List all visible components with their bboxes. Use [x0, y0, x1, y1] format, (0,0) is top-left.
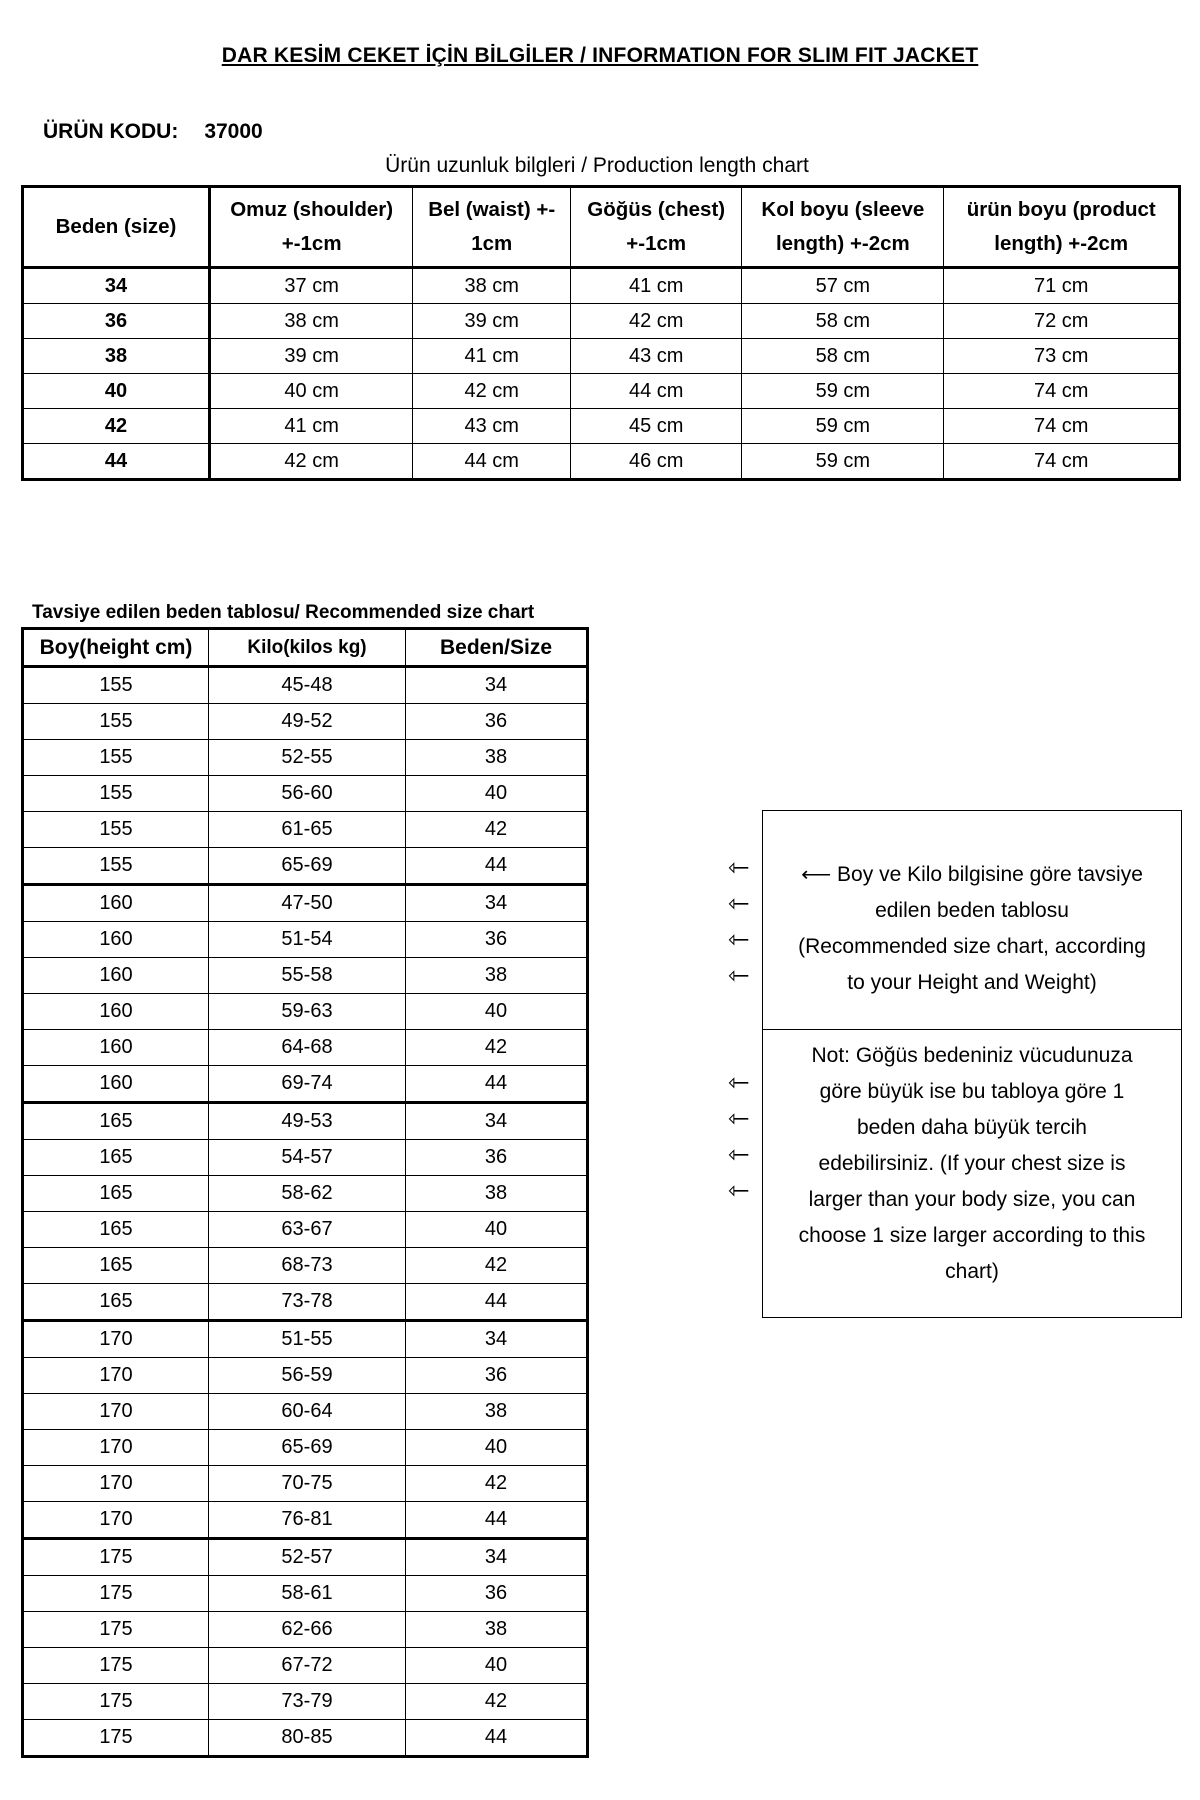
measurement-cell: 45 cm	[571, 409, 742, 444]
length-header-line: +-1cm	[626, 232, 687, 255]
table-row	[23, 958, 588, 994]
note-line: beden daha büyük tercih	[856, 1116, 1087, 1139]
weight-cell: 70-75	[209, 1466, 406, 1502]
size-cell: 34	[406, 885, 588, 922]
length-header-line: 1cm	[471, 232, 513, 255]
length-header-cell	[413, 187, 571, 268]
table-row	[23, 409, 1180, 444]
size-cell: 40	[406, 1212, 588, 1248]
weight-cell: 54-57	[209, 1140, 406, 1176]
height-cell: 175	[23, 1576, 209, 1612]
note-recommendation	[763, 811, 1181, 1030]
size-cell: 40	[406, 1648, 588, 1684]
arrow-group-top	[728, 849, 750, 993]
table-row	[23, 1066, 588, 1103]
left-arrow-icon: ⇽	[728, 852, 750, 882]
left-arrow-icon: ⇽	[728, 1139, 750, 1169]
size-cell: 44	[406, 1284, 588, 1321]
table-row	[23, 1030, 588, 1066]
weight-cell: 61-65	[209, 812, 406, 848]
size-cell: 36	[406, 1140, 588, 1176]
table-row	[23, 1358, 588, 1394]
height-cell: 170	[23, 1394, 209, 1430]
measurement-cell: 39 cm	[413, 304, 571, 339]
weight-cell: 51-55	[209, 1321, 406, 1358]
table-row	[23, 1248, 588, 1284]
table-row	[23, 1539, 588, 1576]
table-row	[23, 339, 1180, 374]
height-cell: 155	[23, 776, 209, 812]
height-cell: 165	[23, 1103, 209, 1140]
size-cell: 36	[406, 1358, 588, 1394]
weight-cell: 63-67	[209, 1212, 406, 1248]
note-line: chart)	[945, 1260, 999, 1283]
size-cell: 34	[23, 268, 210, 304]
table-row	[23, 1176, 588, 1212]
table-row	[23, 1103, 588, 1140]
size-cell: 34	[406, 1321, 588, 1358]
length-header-line: length) +-2cm	[775, 232, 910, 255]
size-cell: 44	[406, 1066, 588, 1103]
size-cell: 42	[406, 1030, 588, 1066]
size-cell: 40	[23, 374, 210, 409]
length-header-cell	[23, 187, 210, 268]
table-row	[23, 268, 1180, 304]
height-cell: 160	[23, 885, 209, 922]
measurement-cell: 40 cm	[210, 374, 413, 409]
measurement-cell: 59 cm	[742, 444, 944, 480]
measurement-cell: 44 cm	[413, 444, 571, 480]
measurement-cell: 38 cm	[413, 268, 571, 304]
table-row	[23, 1648, 588, 1684]
measurement-cell: 44 cm	[571, 374, 742, 409]
height-cell: 165	[23, 1176, 209, 1212]
length-chart-caption: Ürün uzunluk bilgleri / Production length chart	[385, 154, 809, 177]
size-cell: 38	[23, 339, 210, 374]
table-row	[23, 1684, 588, 1720]
length-header-line: ürün boyu (product	[966, 198, 1156, 221]
note-box	[762, 810, 1182, 1318]
weight-cell: 67-72	[209, 1648, 406, 1684]
measurement-cell: 43 cm	[413, 409, 571, 444]
weight-cell: 47-50	[209, 885, 406, 922]
weight-cell: 73-78	[209, 1284, 406, 1321]
height-cell: 165	[23, 1284, 209, 1321]
measurement-cell: 74 cm	[944, 374, 1180, 409]
table-row	[23, 740, 588, 776]
page-title: DAR KESİM CEKET İÇİN BİLGİLER / INFORMATION FOR SLIM FIT JACKET	[221, 44, 979, 67]
height-cell: 175	[23, 1648, 209, 1684]
height-cell: 170	[23, 1502, 209, 1539]
table-row	[23, 1430, 588, 1466]
measurement-cell: 59 cm	[742, 409, 944, 444]
weight-cell: 58-61	[209, 1576, 406, 1612]
size-cell: 34	[406, 1103, 588, 1140]
measurement-cell: 42 cm	[413, 374, 571, 409]
weight-cell: 65-69	[209, 1430, 406, 1466]
weight-cell: 56-60	[209, 776, 406, 812]
weight-cell: 64-68	[209, 1030, 406, 1066]
length-header-line: Kol boyu (sleeve	[761, 198, 925, 221]
measurement-cell: 42 cm	[571, 304, 742, 339]
size-cell: 42	[406, 1248, 588, 1284]
length-header-cell	[210, 187, 413, 268]
size-cell: 38	[406, 1176, 588, 1212]
measurement-cell: 58 cm	[742, 339, 944, 374]
table-row	[23, 374, 1180, 409]
table-row	[23, 994, 588, 1030]
height-cell: 160	[23, 922, 209, 958]
weight-cell: 49-53	[209, 1103, 406, 1140]
size-cell: 34	[406, 667, 588, 704]
weight-cell: 76-81	[209, 1502, 406, 1539]
weight-cell: 45-48	[209, 667, 406, 704]
table-row	[23, 1394, 588, 1430]
size-cell: 38	[406, 1612, 588, 1648]
size-cell: 36	[23, 304, 210, 339]
size-cell: 40	[406, 776, 588, 812]
weight-cell: 62-66	[209, 1612, 406, 1648]
measurement-cell: 38 cm	[210, 304, 413, 339]
measurement-cell: 46 cm	[571, 444, 742, 480]
height-cell: 170	[23, 1466, 209, 1502]
table-row	[23, 1212, 588, 1248]
size-chart-table	[21, 627, 589, 1758]
size-cell: 38	[406, 958, 588, 994]
table-row	[23, 704, 588, 740]
weight-cell: 56-59	[209, 1358, 406, 1394]
height-cell: 155	[23, 848, 209, 885]
size-header-cell: Boy(height cm)	[23, 629, 209, 667]
left-arrow-icon: ⇽	[728, 960, 750, 990]
table-row	[23, 1284, 588, 1321]
height-cell: 175	[23, 1720, 209, 1757]
note-line: edilen beden tablosu	[875, 899, 1069, 922]
measurement-cell: 43 cm	[571, 339, 742, 374]
size-header-cell: Beden/Size	[406, 629, 588, 667]
size-cell: 40	[406, 1430, 588, 1466]
measurement-cell: 42 cm	[210, 444, 413, 480]
length-header-line: Beden (size)	[55, 215, 177, 238]
weight-cell: 55-58	[209, 958, 406, 994]
measurement-cell: 41 cm	[571, 268, 742, 304]
measurement-cell: 37 cm	[210, 268, 413, 304]
measurement-cell: 58 cm	[742, 304, 944, 339]
length-header-line: Bel (waist) +-	[428, 198, 556, 221]
size-cell: 38	[406, 1394, 588, 1430]
weight-cell: 59-63	[209, 994, 406, 1030]
note-line: edebilirsiniz. (If your chest size is	[818, 1152, 1126, 1175]
size-header-cell: Kilo(kilos kg)	[209, 629, 406, 667]
height-cell: 170	[23, 1430, 209, 1466]
measurement-cell: 41 cm	[413, 339, 571, 374]
length-header-cell	[944, 187, 1180, 268]
measurement-cell: 59 cm	[742, 374, 944, 409]
height-cell: 165	[23, 1248, 209, 1284]
note-line: ⟵ Boy ve Kilo bilgisine göre tavsiye	[801, 863, 1143, 886]
size-cell: 44	[406, 1720, 588, 1757]
weight-cell: 51-54	[209, 922, 406, 958]
note-line: to your Height and Weight)	[847, 971, 1097, 994]
note-line: göre büyük ise bu tabloya göre 1	[819, 1080, 1125, 1103]
length-header-line: Omuz (shoulder)	[230, 198, 394, 221]
table-row	[23, 1612, 588, 1648]
weight-cell: 58-62	[209, 1176, 406, 1212]
measurement-cell: 73 cm	[944, 339, 1180, 374]
left-arrow-icon: ⇽	[728, 1067, 750, 1097]
product-code-label: ÜRÜN KODU:	[43, 120, 179, 143]
note-line: choose 1 size larger according to this	[798, 1224, 1146, 1247]
measurement-cell: 74 cm	[944, 409, 1180, 444]
weight-cell: 65-69	[209, 848, 406, 885]
height-cell: 175	[23, 1612, 209, 1648]
table-row	[23, 1720, 588, 1757]
height-cell: 160	[23, 994, 209, 1030]
size-chart-header-row	[23, 629, 588, 667]
size-cell: 38	[406, 740, 588, 776]
size-cell: 42	[406, 1684, 588, 1720]
size-cell: 42	[406, 812, 588, 848]
table-row	[23, 1466, 588, 1502]
table-row	[23, 812, 588, 848]
height-cell: 170	[23, 1358, 209, 1394]
weight-cell: 52-57	[209, 1539, 406, 1576]
weight-cell: 80-85	[209, 1720, 406, 1757]
size-cell: 44	[23, 444, 210, 480]
arrow-group-bottom	[728, 1064, 750, 1208]
height-cell: 155	[23, 812, 209, 848]
length-header-line: +-1cm	[281, 232, 342, 255]
height-cell: 170	[23, 1321, 209, 1358]
weight-cell: 69-74	[209, 1066, 406, 1103]
height-cell: 175	[23, 1684, 209, 1720]
size-cell: 36	[406, 704, 588, 740]
note-line: Not: Göğüs bedeniniz vücudunuza	[811, 1044, 1133, 1067]
measurement-cell: 74 cm	[944, 444, 1180, 480]
measurement-cell: 71 cm	[944, 268, 1180, 304]
size-cell: 34	[406, 1539, 588, 1576]
measurement-cell: 41 cm	[210, 409, 413, 444]
size-chart-caption: Tavsiye edilen beden tablosu/ Recommended size chart	[32, 602, 535, 623]
measurement-cell: 39 cm	[210, 339, 413, 374]
height-cell: 160	[23, 958, 209, 994]
table-row	[23, 776, 588, 812]
length-header-cell	[742, 187, 944, 268]
weight-cell: 49-52	[209, 704, 406, 740]
table-row	[23, 1502, 588, 1539]
note-line: larger than your body size, you can	[808, 1188, 1136, 1211]
height-cell: 160	[23, 1030, 209, 1066]
height-cell: 155	[23, 667, 209, 704]
height-cell: 175	[23, 1539, 209, 1576]
length-chart-header-row	[23, 187, 1180, 268]
product-code-value: 37000	[204, 120, 263, 143]
length-header-line: Göğüs (chest)	[587, 198, 726, 221]
size-cell: 44	[406, 848, 588, 885]
size-cell: 44	[406, 1502, 588, 1539]
table-row	[23, 304, 1180, 339]
product-code	[43, 120, 263, 144]
left-arrow-icon: ⇽	[728, 1103, 750, 1133]
weight-cell: 68-73	[209, 1248, 406, 1284]
table-row	[23, 885, 588, 922]
table-row	[23, 848, 588, 885]
weight-cell: 60-64	[209, 1394, 406, 1430]
weight-cell: 73-79	[209, 1684, 406, 1720]
note-line: (Recommended size chart, according	[798, 935, 1146, 958]
table-row	[23, 1321, 588, 1358]
left-arrow-icon: ⇽	[728, 924, 750, 954]
measurement-cell: 72 cm	[944, 304, 1180, 339]
height-cell: 155	[23, 704, 209, 740]
note-chest-size	[763, 1030, 1181, 1290]
table-row	[23, 922, 588, 958]
size-cell: 42	[406, 1466, 588, 1502]
height-cell: 155	[23, 740, 209, 776]
length-chart-table	[21, 185, 1181, 481]
size-cell: 40	[406, 994, 588, 1030]
table-row	[23, 444, 1180, 480]
table-row	[23, 1576, 588, 1612]
table-row	[23, 667, 588, 704]
weight-cell: 52-55	[209, 740, 406, 776]
size-cell: 36	[406, 922, 588, 958]
table-row	[23, 1140, 588, 1176]
height-cell: 165	[23, 1212, 209, 1248]
length-header-line: length) +-2cm	[994, 232, 1129, 255]
left-arrow-icon: ⇽	[728, 888, 750, 918]
size-cell: 36	[406, 1576, 588, 1612]
length-header-cell	[571, 187, 742, 268]
measurement-cell: 57 cm	[742, 268, 944, 304]
height-cell: 165	[23, 1140, 209, 1176]
height-cell: 160	[23, 1066, 209, 1103]
size-cell: 42	[23, 409, 210, 444]
left-arrow-icon: ⇽	[728, 1175, 750, 1205]
